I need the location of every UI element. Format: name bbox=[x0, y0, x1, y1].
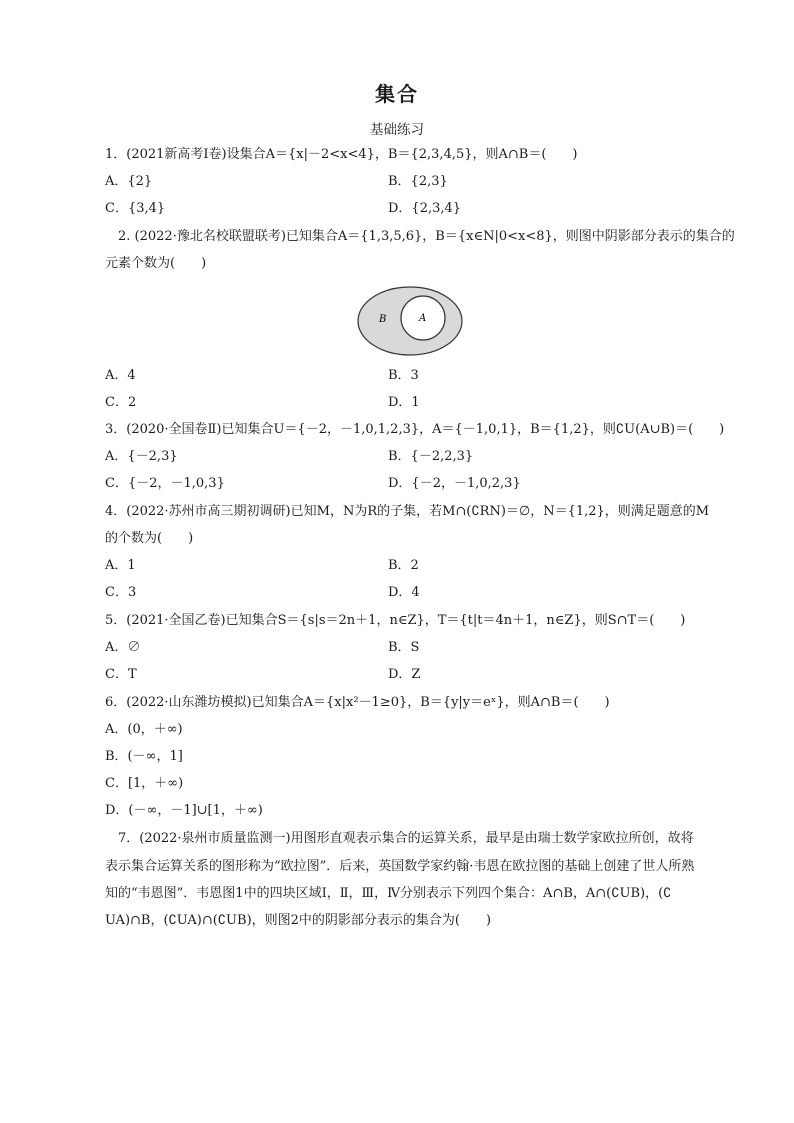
q1-option-c: C．{3,4} bbox=[105, 201, 166, 216]
q2-stem-line-2: 元素个数为( ) bbox=[105, 256, 207, 271]
q1-stem-line-1: 1．(2021新高考Ⅰ卷)设集合A＝{x|－2<x<4}，B＝{2,3,4,5}，则A∩B＝( ) bbox=[105, 147, 578, 162]
q1-option-d: D．{2,3,4} bbox=[388, 201, 462, 216]
q7-stem-line-1: 7．(2022·泉州市质量监测一)用图形直观表示集合的运算关系，最早是由瑞士数学家欧拉所创，故将 bbox=[118, 831, 694, 846]
q2-option-c: C．2 bbox=[105, 395, 137, 410]
q4-option-c: C．3 bbox=[105, 585, 137, 600]
q7-stem-line-4: UA)∩B，(∁UA)∩(∁UB)，则图2中的阴影部分表示的集合为( ) bbox=[105, 913, 492, 928]
q6-stem-line-1: 6．(2022·山东潍坊模拟)已知集合A＝{x|x²－1≥0}，B＝{y|y＝eˣ}，则A∩B＝( ) bbox=[105, 695, 610, 710]
q1-option-a: A．{2} bbox=[105, 174, 153, 189]
q2-stem-line-1: 2. (2022·豫北名校联盟联考)已知集合A＝{1,3,5,6}，B＝{x∈N|0<x<8}，则图中阴影部分表示的集合的 bbox=[118, 229, 735, 244]
q1-option-b: B．{2,3} bbox=[388, 174, 448, 189]
set-b-label: B bbox=[379, 314, 387, 325]
q4-stem-line-2: 的个数为( ) bbox=[105, 531, 194, 546]
q3-stem-line-1: 3．(2020·全国卷Ⅱ)已知集合U＝{－2，－1,0,1,2,3}，A＝{－1,0,1}，B＝{1,2}，则∁U(A∪B)＝( ) bbox=[105, 422, 725, 437]
q6-option-c: C．[1，＋∞) bbox=[105, 776, 184, 791]
q5-option-b: B．S bbox=[388, 640, 420, 655]
q3-option-b: B．{－2,2,3} bbox=[388, 449, 474, 464]
q5-stem-line-1: 5．(2021·全国乙卷)已知集合S＝{s|s＝2n＋1，n∈Z}，T＝{t|t＝4n＋1，n∈Z}，则S∩T＝( ) bbox=[105, 613, 686, 628]
q4-option-d: D．4 bbox=[388, 585, 420, 600]
q5-option-c: C．T bbox=[105, 667, 137, 682]
set-a-label: A bbox=[419, 313, 427, 324]
q4-stem-line-1: 4．(2022·苏州市高三期初调研)已知M，N为R的子集，若M∩(∁RN)＝∅，N＝{1,2}，则满足题意的M bbox=[105, 504, 710, 519]
q5-option-d: D．Z bbox=[388, 667, 421, 682]
page-title: 集合 bbox=[375, 82, 419, 106]
q6-option-a: A．(0，＋∞) bbox=[105, 722, 183, 737]
q6-option-b: B．(－∞，1] bbox=[105, 749, 183, 764]
q7-stem-line-2: 表示集合运算关系的图形称为“欧拉图”．后来，英国数学家约翰·韦恩在欧拉图的基础上创建了世人所熟 bbox=[105, 859, 695, 874]
q4-option-b: B．2 bbox=[388, 558, 419, 573]
q4-option-a: A．1 bbox=[105, 558, 136, 573]
venn-diagram bbox=[355, 284, 465, 358]
q2-option-a: A．4 bbox=[105, 368, 136, 383]
section-subtitle: 基础练习 bbox=[370, 122, 424, 138]
q5-option-a: A．∅ bbox=[105, 640, 141, 655]
q7-stem-line-3: 知的“韦恩图”．韦恩图1中的四块区域Ⅰ，Ⅱ，Ⅲ，Ⅳ分别表示下列四个集合：A∩B，A∩(∁UB)，(∁ bbox=[105, 886, 672, 901]
q2-option-d: D．1 bbox=[388, 395, 420, 410]
q2-option-b: B．3 bbox=[388, 368, 419, 383]
q6-option-d: D．(－∞，－1]∪[1，＋∞) bbox=[105, 803, 263, 818]
q3-option-a: A．{－2,3} bbox=[105, 449, 178, 464]
q3-option-c: C．{－2，－1,0,3} bbox=[105, 476, 225, 491]
q3-option-d: D．{－2，－1,0,2,3} bbox=[388, 476, 521, 491]
